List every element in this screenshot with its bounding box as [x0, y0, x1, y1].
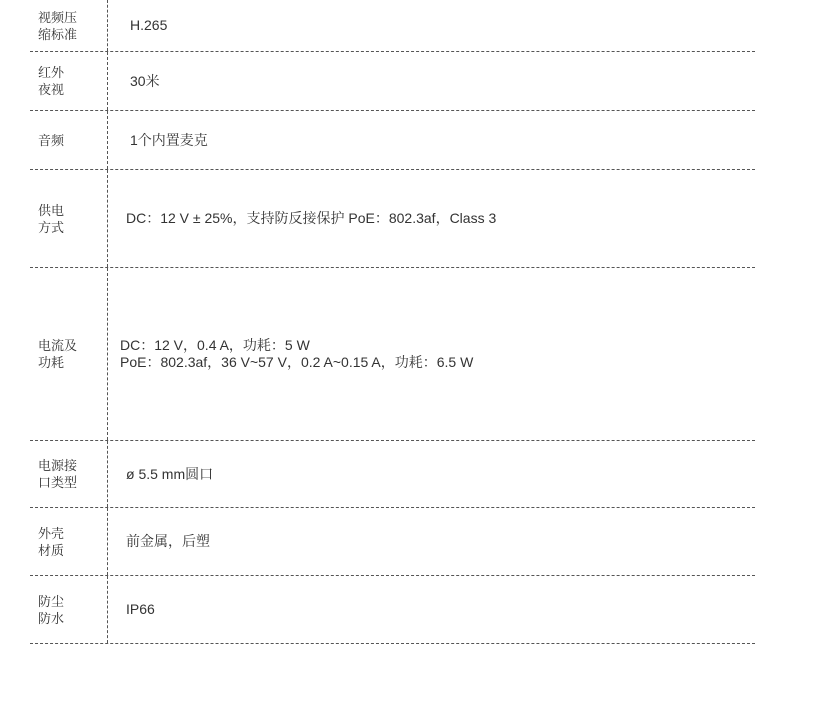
row-label-line2: 材质 — [38, 542, 65, 558]
row-value — [108, 0, 755, 51]
row-label — [30, 441, 108, 507]
row-value — [108, 170, 755, 267]
row-video-compression — [30, 0, 755, 52]
row-housing-material — [30, 508, 755, 576]
row-label-line1: 音频 — [38, 132, 65, 148]
row-label — [30, 268, 108, 440]
row-label — [30, 52, 108, 110]
row-label — [30, 170, 108, 267]
row-label-line2: 方式 — [38, 219, 65, 235]
row-audio — [30, 111, 755, 170]
row-label-line2: 防水 — [38, 610, 65, 626]
row-label-line1: 防尘 — [38, 593, 65, 609]
row-value — [108, 576, 755, 643]
row-value-line1: IP66 — [126, 601, 155, 617]
row-value — [108, 441, 755, 507]
row-power-connector — [30, 441, 755, 508]
row-label-line1: 供电 — [38, 202, 65, 218]
row-power-supply — [30, 170, 755, 268]
row-ingress-protection — [30, 576, 755, 644]
row-label-line1: 红外 — [38, 65, 65, 80]
row-value — [108, 52, 755, 110]
row-label — [30, 0, 108, 51]
row-label — [30, 576, 108, 643]
row-value-line1: 前金属，后塑 — [126, 533, 210, 549]
row-label-line2: 缩标准 — [38, 26, 78, 42]
spec-table — [30, 0, 755, 644]
row-value-line1: 1个内置麦克 — [130, 131, 208, 148]
row-label-line2: 口类型 — [38, 475, 78, 490]
row-value-line1: DC：12 V，0.4 A，功耗：5 W — [120, 337, 310, 353]
row-value-line1: ø 5.5 mm圆口 — [126, 465, 214, 482]
row-value-line1: 30米 — [130, 72, 160, 89]
row-label-line1: 电流及 — [38, 338, 78, 353]
row-current-power — [30, 268, 755, 441]
row-label-line2: 功耗 — [38, 355, 65, 370]
row-value — [108, 268, 755, 440]
row-value-line2: PoE：802.3af，36 V~57 V，0.2 A~0.15 A，功耗：6.5 W — [120, 354, 474, 370]
row-ir-night-vision — [30, 52, 755, 111]
row-label — [30, 111, 108, 169]
row-label-line1: 外壳 — [38, 525, 65, 541]
row-value — [108, 111, 755, 169]
row-label — [30, 508, 108, 575]
row-value — [108, 508, 755, 575]
row-value-line1: H.265 — [130, 17, 168, 33]
row-label-line2: 夜视 — [38, 82, 65, 97]
row-value-line1: DC：12 V ± 25%，支持防反接保护 PoE：802.3af，Class 3 — [126, 210, 497, 226]
row-label-line1: 视频压 — [38, 9, 78, 25]
row-label-line1: 电源接 — [38, 458, 78, 473]
